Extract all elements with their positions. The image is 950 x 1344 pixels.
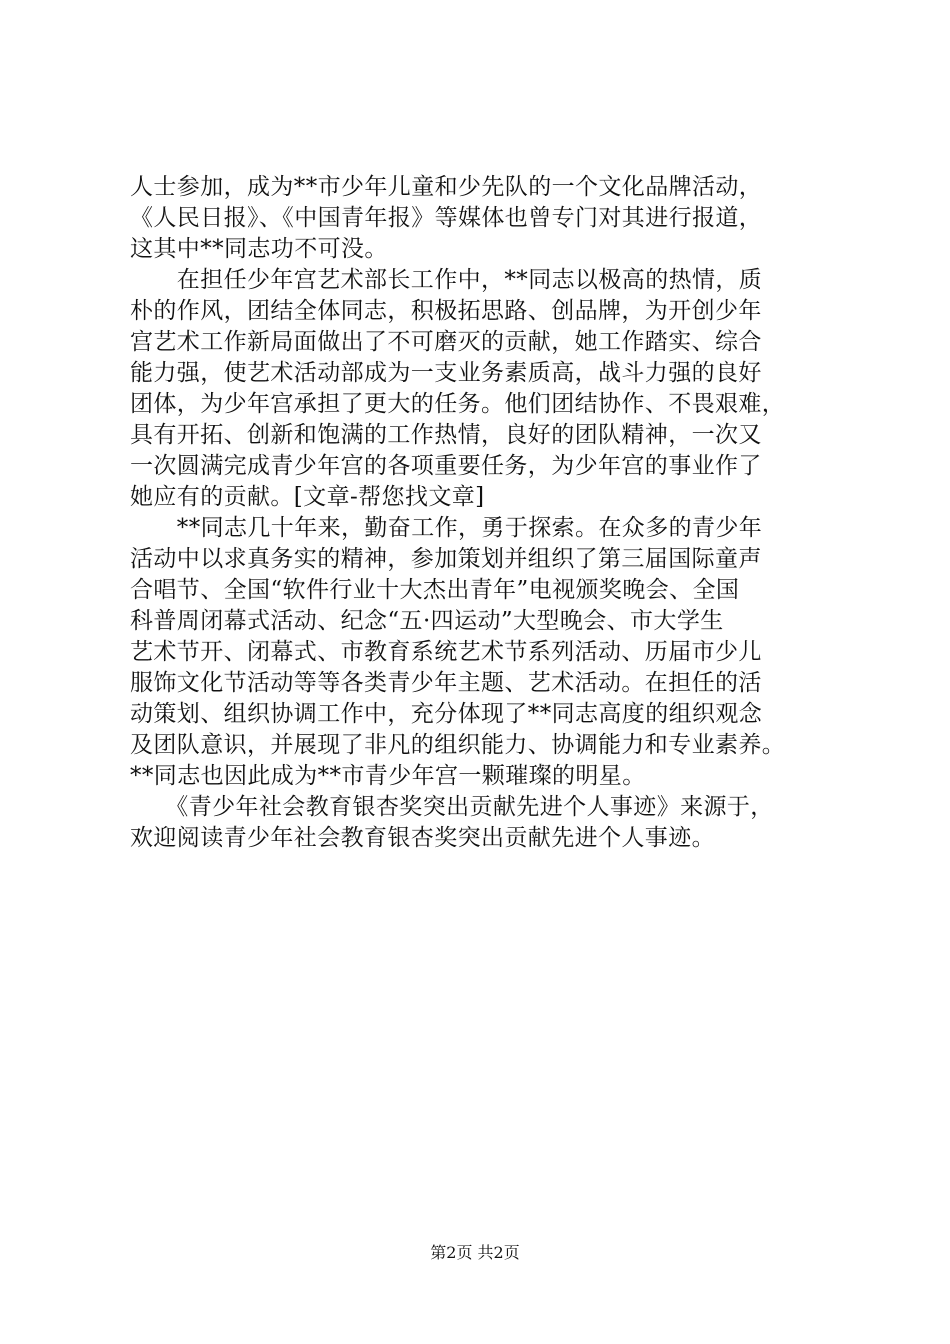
body-text — [130, 172, 830, 854]
text-line: 一次圆满完成青少年宫的各项重要任务，为少年宫的事业作了 — [130, 453, 762, 479]
text-line: 《人民日报》、《中国青年报》等媒体也曾专门对其进行报道， — [130, 205, 763, 231]
text-line: **同志也因此成为**市青少年宫一颗璀璨的明星。 — [130, 763, 646, 789]
text-line: 活动中以求真务实的精神，参加策划并组织了第三届国际童声 — [130, 546, 762, 572]
text-line: 团体，为少年宫承担了更大的任务。他们团结协作、不畏艰难， — [130, 391, 786, 417]
text-line: 欢迎阅读青少年社会教育银杏奖突出贡献先进个人事迹。 — [130, 825, 715, 851]
text-line: 及团队意识，并展现了非凡的组织能力、协调能力和专业素养。 — [130, 732, 786, 758]
text-line: 朴的作风，团结全体同志，积极拓思路、创品牌，为开创少年 — [130, 298, 762, 324]
page-number-label: 第2页 共2页 — [430, 1243, 520, 1262]
text-line: 动策划、组织协调工作中，充分体现了**同志高度的组织观念 — [130, 701, 763, 727]
text-line: 能力强，使艺术活动部成为一支业务素质高，战斗力强的良好 — [130, 360, 762, 386]
text-line: 在担任少年宫艺术部长工作中，**同志以极高的热情，质 — [130, 267, 763, 293]
text-line: 这其中**同志功不可没。 — [130, 236, 388, 262]
text-line: 人士参加，成为**市少年儿童和少先队的一个文化品牌活动， — [130, 174, 763, 200]
text-line: 宫艺术工作新局面做出了不可磨灭的贡献，她工作踏实、综合 — [130, 329, 762, 355]
text-line: 服饰文化节活动等等各类青少年主题、艺术活动。在担任的活 — [130, 670, 762, 696]
text-line: 合唱节、全国“软件行业十大杰出青年”电视颁奖晚会、全国 — [130, 577, 740, 603]
text-line: 她应有的贡献。[文章-帮您找文章] — [130, 484, 485, 510]
text-line: 艺术节开、闭幕式、市教育系统艺术节系列活动、历届市少儿 — [130, 639, 762, 665]
text-line: 科普周闭幕式活动、纪念“五·四运动”大型晚会、市大学生 — [130, 608, 724, 634]
page-footer — [0, 1243, 950, 1263]
text-line: **同志几十年来，勤奋工作，勇于探索。在众多的青少年 — [130, 515, 763, 541]
text-line: 《青少年社会教育银杏奖突出贡献先进个人事迹》来源于， — [130, 794, 774, 820]
text-line: 具有开拓、创新和饱满的工作热情，良好的团队精神，一次又 — [130, 422, 762, 448]
